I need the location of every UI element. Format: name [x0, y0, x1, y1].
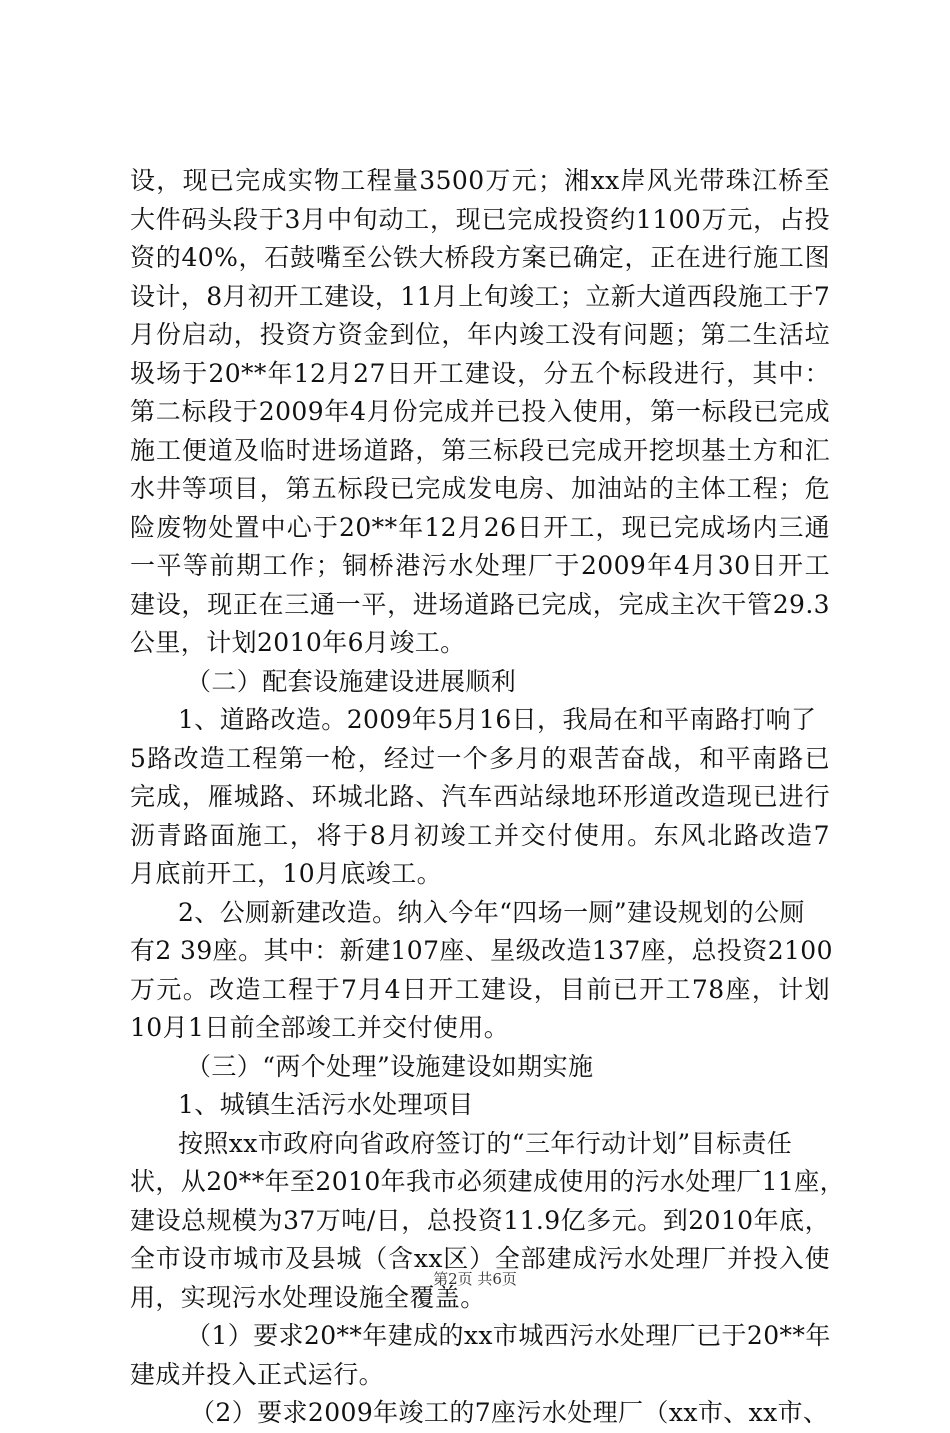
text-line: 水井等项目，第五标段已完成发电房、加油站的主体工程；危 [130, 474, 830, 503]
text-line: 圾场于20**年12月27日开工建设，分五个标段进行，其中： [130, 358, 830, 388]
document-body [130, 162, 846, 1433]
text-line: 万元。改造工程于7月4日开工建设，目前已开工78座，计划 [130, 974, 830, 1004]
text-line: 1、道路改造。2009年5月16日，我局在和平南路打响了 [178, 705, 817, 734]
text-line: 全市设市城市及县城（含xx区）全部建成污水处理厂并投入使 [130, 1244, 830, 1273]
page-footer: 第2页 共6页 [433, 1270, 517, 1288]
text-line: （三）“两个处理”设施建设如期实施 [186, 1051, 594, 1081]
text-line: 公里，计划2010年6月竣工。 [130, 628, 466, 657]
text-line: 施工便道及临时进场道路，第三标段已完成开挖坝基土方和汇 [130, 435, 830, 465]
text-line: 第二标段于2009年4月份完成并已投入使用，第一标段已完成 [130, 397, 830, 426]
text-line: 完成，雁城路、环城北路、汽车西站绿地环形道改造现已进行 [130, 782, 830, 811]
text-line: 险废物处置中心于20**年12月26日开工，现已完成场内三通 [130, 512, 830, 542]
text-line: 月底前开工，10月底竣工。 [130, 859, 443, 888]
text-line: 大件码头段于3月中旬动工，现已完成投资约1100万元，占投 [130, 204, 830, 234]
text-line: 1、城镇生活污水处理项目 [178, 1090, 474, 1119]
text-line: 按照xx市政府向省政府签订的“三年行动计划”目标责任 [178, 1128, 793, 1158]
text-line: （2）要求2009年竣工的7座污水处理厂（xx市、xx市、 [190, 1398, 829, 1427]
text-line: 2、公厕新建改造。纳入今年“四场一厕”建设规划的公厕 [178, 897, 805, 927]
text-line: 建设，现正在三通一平，进场道路已完成，完成主次干管29.3 [130, 589, 830, 619]
text-line: 一平等前期工作；铜桥港污水处理厂于2009年4月30日开工 [130, 551, 830, 580]
text-line: （1）要求20**年建成的xx市城西污水处理厂已于20**年 [186, 1321, 831, 1350]
text-line: 资的40%，石鼓嘴至公铁大桥段方案已确定，正在进行施工图 [130, 243, 830, 272]
text-line: 设计，8月初开工建设，11月上旬竣工；立新大道西段施工于7 [130, 281, 831, 311]
text-line: 设，现已完成实物工程量3500万元；湘xx岸风光带珠江桥至 [130, 166, 830, 195]
text-line: 沥青路面施工，将于8月初竣工并交付使用。东风北路改造7 [130, 820, 830, 850]
text-line: 状，从20**年至2010年我市必须建成使用的污水处理厂11座， [130, 1167, 846, 1196]
text-line: 建成并投入正式运行。 [130, 1359, 385, 1389]
text-line: （二）配套设施建设进展顺利 [186, 666, 517, 696]
text-line: 10月1日前全部竣工并交付使用。 [130, 1013, 510, 1042]
text-line: 用，实现污水处理设施全覆盖。 [130, 1282, 486, 1312]
text-line: 建设总规模为37万吨/日，总投资11.9亿多元。到2010年底， [130, 1205, 830, 1235]
text-line: 5路改造工程第一枪，经过一个多月的艰苦奋战，和平南路已 [130, 743, 830, 773]
text-line: 月份启动，投资方资金到位，年内竣工没有问题；第二生活垃 [130, 320, 830, 349]
text-line: 有2 39座。其中：新建107座、星级改造137座，总投资2100 [130, 936, 833, 965]
